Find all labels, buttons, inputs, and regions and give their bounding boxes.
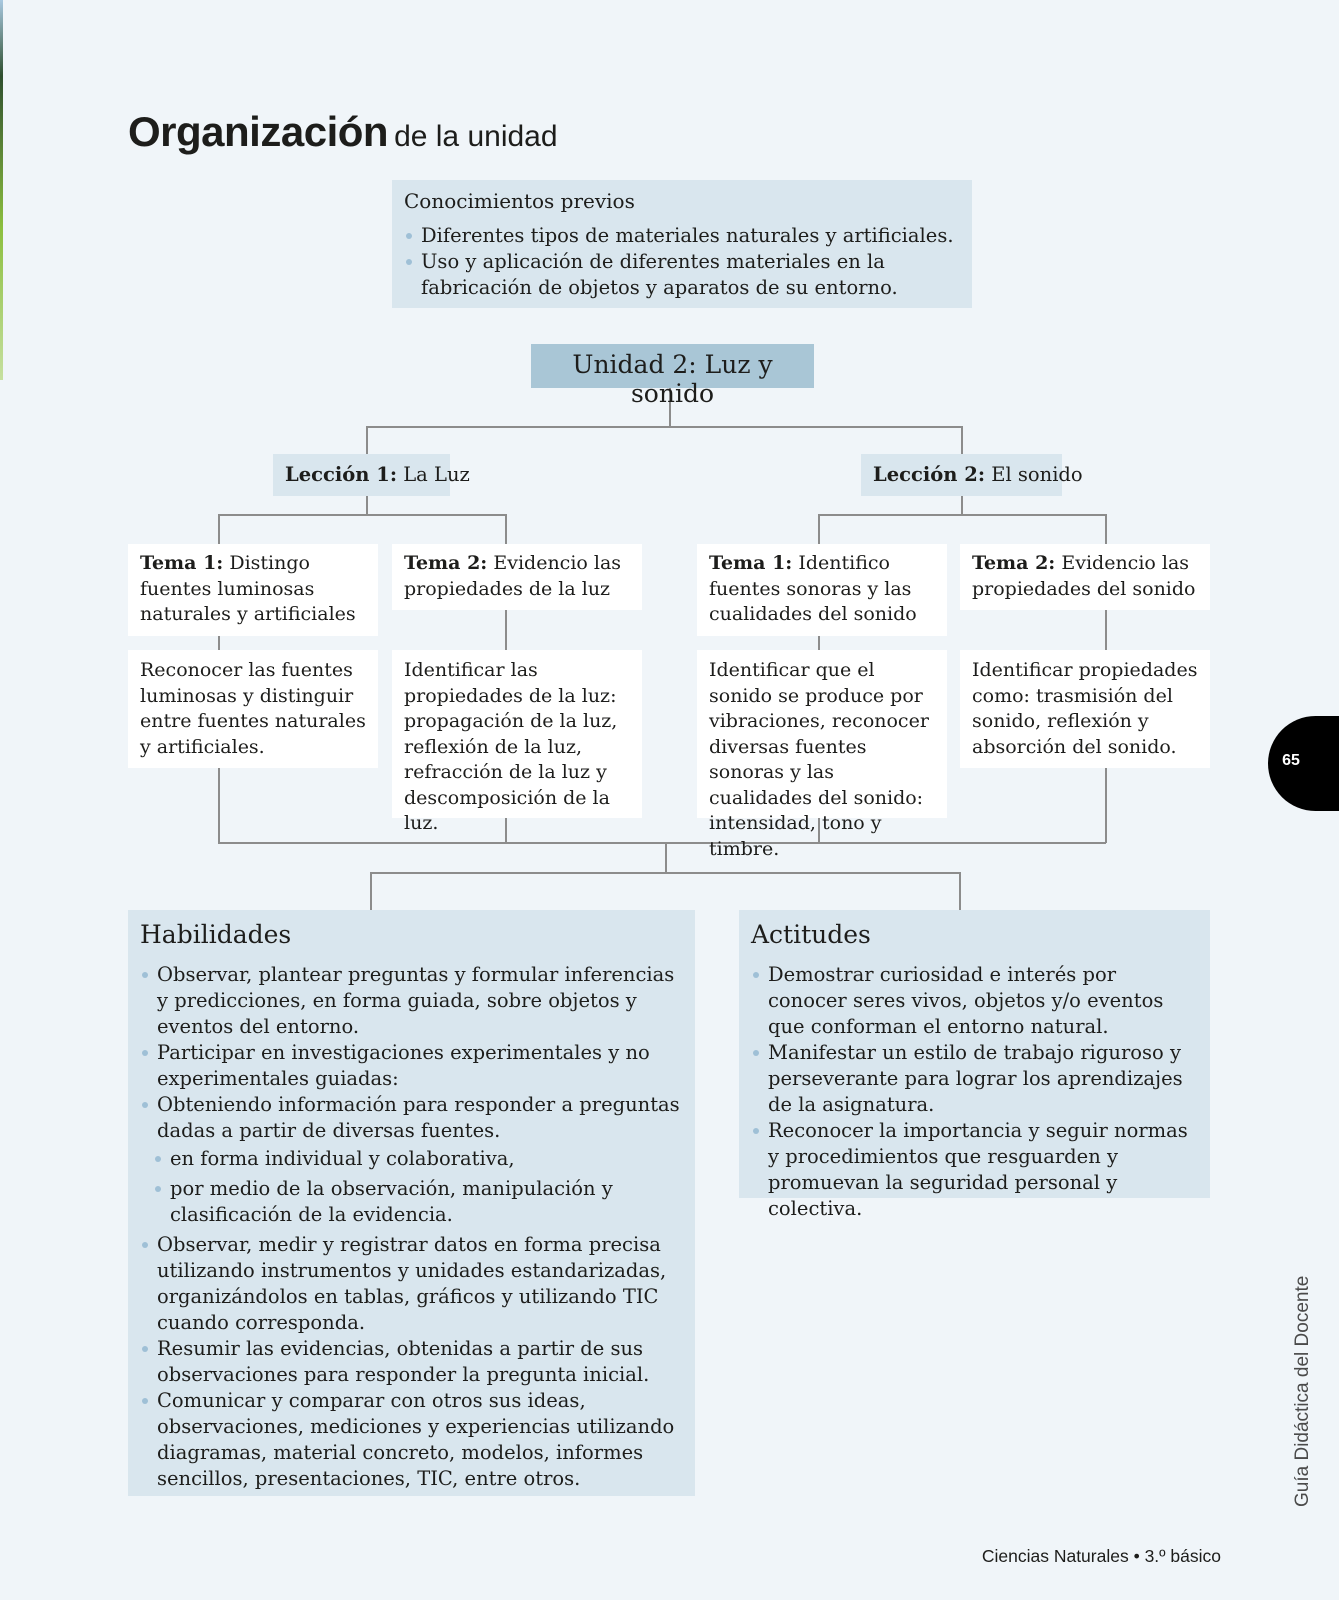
lesson-name: La Luz xyxy=(403,463,470,486)
objective-l2-t2: Identificar propiedades como: trasmisión del sonido, reflexión y absorción del sonido. xyxy=(960,650,1210,768)
topic-label: Tema 1: xyxy=(140,552,224,574)
list-item: Resumir las evidencias, obtenidas a partir de sus observaciones para responder la pregunta inicial. xyxy=(140,1336,683,1388)
list-item: Diferentes tipos de materiales naturales y artificiales. xyxy=(404,223,960,249)
lesson-2-header xyxy=(861,454,1083,496)
attitudes-list xyxy=(751,962,1198,1222)
list-item: Obteniendo información para responder a preguntas dadas a partir de diversas fuentes. xyxy=(140,1092,683,1144)
title-rest: de la unidad xyxy=(394,120,558,153)
objective-l2-t1: Identificar que el sonido se produce por vibraciones, reconocer diversas fuentes sonoras y las cualidades del sonido: intensidad, tono y timbre. xyxy=(697,650,947,818)
lesson-1-header xyxy=(273,454,470,496)
title-bold: Organización xyxy=(128,108,389,155)
skills-heading: Habilidades xyxy=(140,920,292,949)
lesson-name: El sonido xyxy=(991,463,1083,486)
skills-box xyxy=(128,910,695,1496)
list-item: Participar en investigaciones experimentales y no experimentales guiadas: xyxy=(140,1040,683,1092)
attitudes-heading: Actitudes xyxy=(751,920,871,949)
list-item: Manifestar un estilo de trabajo riguroso y perseverante para lograr los aprendizajes de la asignatura. xyxy=(751,1040,1198,1118)
attitudes-box xyxy=(739,910,1210,1220)
lesson-label: Lección 1: xyxy=(285,463,398,486)
page-title xyxy=(128,108,558,156)
list-item: Demostrar curiosidad e interés por conocer seres vivos, objetos y/o eventos que conforman el entorno natural. xyxy=(751,962,1198,1040)
topic-label: Tema 2: xyxy=(972,552,1056,574)
objective-l1-t1: Reconocer las fuentes luminosas y distinguir entre fuentes naturales y artificiales. xyxy=(128,650,378,768)
topic-name: Distingo fuentes luminosas naturales y artificiales xyxy=(140,552,356,625)
list-item: Uso y aplicación de diferentes materiales en la fabricación de objetos y aparatos de su entorno. xyxy=(404,249,960,301)
topic-l1-t2 xyxy=(392,544,642,610)
topic-label: Tema 2: xyxy=(404,552,488,574)
list-item: Observar, medir y registrar datos en forma precisa utilizando instrumentos y unidades estandarizadas, organizándolos en tablas, gráficos y utilizando TIC cuando corresponda. xyxy=(140,1232,683,1336)
list-item: Reconocer la importancia y seguir normas y procedimientos que resguarden y promuevan la seguridad personal y colectiva. xyxy=(751,1118,1198,1222)
list-item: en forma individual y colaborativa, xyxy=(140,1146,683,1172)
objective-l1-t2: Identificar las propiedades de la luz: propagación de la luz, reflexión de la luz, refracción de la luz y descomposición de la luz. xyxy=(392,650,642,818)
prior-knowledge-heading: Conocimientos previos xyxy=(404,189,635,213)
topic-label: Tema 1: xyxy=(709,552,793,574)
list-item: Comunicar y comparar con otros sus ideas, observaciones, mediciones y experiencias utilizando diagramas, material concreto, modelos, informes sencillos, presentaciones, TIC, entre otros. xyxy=(140,1388,683,1492)
unit-title: Unidad 2: Luz y sonido xyxy=(531,344,814,388)
list-item: Observar, plantear preguntas y formular inferencias y predicciones, en forma guiada, sobre objetos y eventos del entorno. xyxy=(140,962,683,1040)
topic-name: Identifico fuentes sonoras y las cualidades del sonido xyxy=(709,552,917,625)
topic-name: Evidencio las propiedades de la luz xyxy=(404,552,622,600)
edge-color-strip xyxy=(0,0,3,380)
topic-name: Evidencio las propiedades del sonido xyxy=(972,552,1196,600)
topic-l2-t2 xyxy=(960,544,1210,610)
lesson-label: Lección 2: xyxy=(873,463,986,486)
footer: Ciencias Naturales • 3.º básico xyxy=(981,1546,1221,1566)
topic-l1-t1 xyxy=(128,544,378,636)
skills-list xyxy=(140,962,683,1144)
page-number: 65 xyxy=(1282,752,1300,769)
topic-l2-t1 xyxy=(697,544,947,636)
side-label: Guía Didáctica del Docente xyxy=(1292,1275,1313,1507)
prior-knowledge-box xyxy=(392,180,972,308)
list-item: por medio de la observación, manipulación y clasificación de la evidencia. xyxy=(140,1176,683,1228)
skills-list-continued xyxy=(140,1232,683,1492)
prior-knowledge-list xyxy=(404,223,960,301)
skills-sublist xyxy=(140,1146,683,1228)
